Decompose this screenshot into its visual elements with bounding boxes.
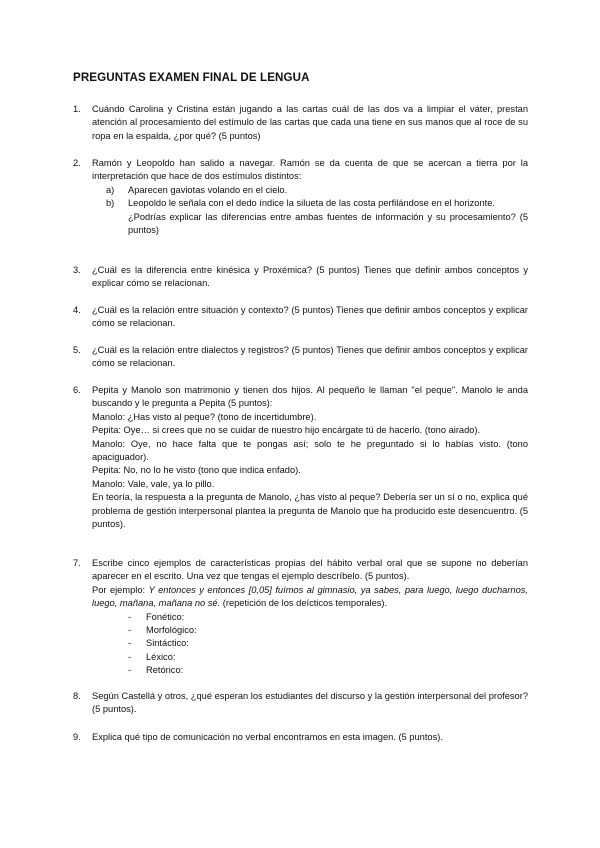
- example-italic: Y entonces y entonces [0,05] fuímos al gimnasio, ya sabes, para luego, luego ducharnos, luego, mañana, mañana no sé.: [92, 584, 528, 609]
- list-item: - Léxico:: [128, 651, 176, 662]
- question-number: 7.: [73, 558, 81, 568]
- question-closing: En teoría, la respuesta a la pregunta de Manolo, ¿has visto al peque? Debería ser un sí o no, explica qué problema de gestión interpersonal plantea la pregunta de Manolo que ha producido este desencuentro. (5 puntos).: [92, 492, 528, 530]
- question-text: ¿Cuál es la relación entre dialectos y registros? (5 puntos) Tienes que definir ambos conceptos y explicar cómo se relacionan.: [92, 345, 528, 369]
- dialogue-line: Manolo: ¿Has visto al peque? (tono de incertidumbre).: [92, 411, 317, 422]
- dialogue-line: Pepita: No, no lo he visto (tono que indica enfado).: [92, 465, 301, 476]
- question-number: 2.: [73, 158, 81, 168]
- question-8: [73, 690, 528, 717]
- example-suffix: (repetición de los deícticos temporales).: [220, 598, 388, 609]
- question-9: [73, 731, 528, 744]
- question-number: 5.: [73, 345, 81, 355]
- list-item-label: Léxico:: [146, 651, 176, 662]
- option-label: a): [106, 184, 115, 195]
- list-item-label: Sintáctico:: [146, 638, 189, 649]
- dialogue-line: Manolo: Vale, vale, ya lo pillo.: [92, 478, 215, 489]
- question-text: ¿Cuál es la relación entre situación y contexto? (5 puntos) Tienes que definir ambos conceptos y explicar cómo se relacionan.: [92, 305, 528, 329]
- option-text: Aparecen gaviotas volando en el cielo.: [128, 184, 288, 195]
- question-number: 8.: [73, 691, 81, 701]
- list-item-label: Morfológico:: [146, 625, 197, 636]
- list-item: - Fonético:: [128, 611, 185, 622]
- question-7: [73, 557, 528, 678]
- example-prefix: Por ejemplo:: [92, 584, 149, 595]
- option-b: [92, 197, 528, 237]
- question-text: Ramón y Leopoldo han salido a navegar. Ramón se da cuenta de que se acercan a tierra por la interpretación que hace de dos estímulos distintos:: [92, 158, 528, 182]
- question-text: ¿Cuál es la diferencia entre kinésica y Proxémica? (5 puntos) Tienes que definir ambos conceptos y explicar cómo se relacionan.: [92, 265, 528, 289]
- question-2: [73, 157, 528, 237]
- option-label: b): [106, 198, 115, 209]
- page-title: PREGUNTAS EXAMEN FINAL DE LENGUA: [73, 71, 310, 84]
- list-item: - Sintáctico:: [128, 638, 189, 649]
- question-number: 1.: [73, 104, 81, 114]
- dialogue-line: Pepita: Oye… si crees que no se cuidar de nuestro hijo encárgate tú de hacerlo. (tono airado).: [92, 425, 481, 436]
- list-item-label: Retórico:: [146, 665, 184, 676]
- question-text: Pepita y Manolo son matrimonio y tienen dos hijos. Al pequeño le llaman "el peque". Manolo le anda buscando y le pregunta a Pepita (5 puntos):: [92, 385, 528, 409]
- question-number: 3.: [73, 265, 81, 275]
- option-a: [92, 184, 528, 197]
- dialogue-line: Manolo: Oye, no hace falta que te pongas así; solo te he preguntado si lo habías visto. (tono apaciguador).: [92, 438, 528, 463]
- question-3: [73, 264, 528, 291]
- question-4: [73, 304, 528, 331]
- list-item: - Retórico:: [128, 665, 184, 676]
- question-number: 9.: [73, 732, 81, 742]
- question-number: 4.: [73, 305, 81, 315]
- question-text: Según Castellá y otros, ¿qué esperan los estudiantes del discurso y la gestión interpersonal del profesor? (5 puntos).: [92, 691, 528, 715]
- list-item-label: Fonético:: [146, 611, 185, 622]
- question-text: Explica qué tipo de comunicación no verbal encontramos en esta imagen. (5 puntos).: [92, 732, 443, 742]
- question-text: Escribe cinco ejemplos de características propias del hábito verbal oral que se supone no deberían aparecer en el escrito. Una vez que tengas el ejemplo descríbelo. (5 puntos).: [92, 558, 528, 582]
- question-text: Cuándo Carolina y Cristina están jugando a las cartas cuál de las dos va a limpiar el váter, prestan atención al procesamiento del estímulo de las cartas que cada una tiene en sus manos que al roce de su ropa en la espalda, ¿por qué? (5 puntos): [92, 104, 528, 141]
- question-5: [73, 344, 528, 371]
- question-number: 6.: [73, 385, 81, 395]
- question-6: [73, 384, 528, 531]
- example-text: [92, 584, 528, 611]
- list-item: - Morfológico:: [128, 625, 197, 636]
- option-text: Leopoldo le señala con el dedo índice la silueta de las costa perfilándose en el horizonte.: [128, 198, 495, 209]
- option-followup: ¿Podrías explicar las diferencias entre ambas fuentes de información y su procesamiento? (5 puntos): [128, 211, 528, 236]
- question-1: [73, 103, 528, 143]
